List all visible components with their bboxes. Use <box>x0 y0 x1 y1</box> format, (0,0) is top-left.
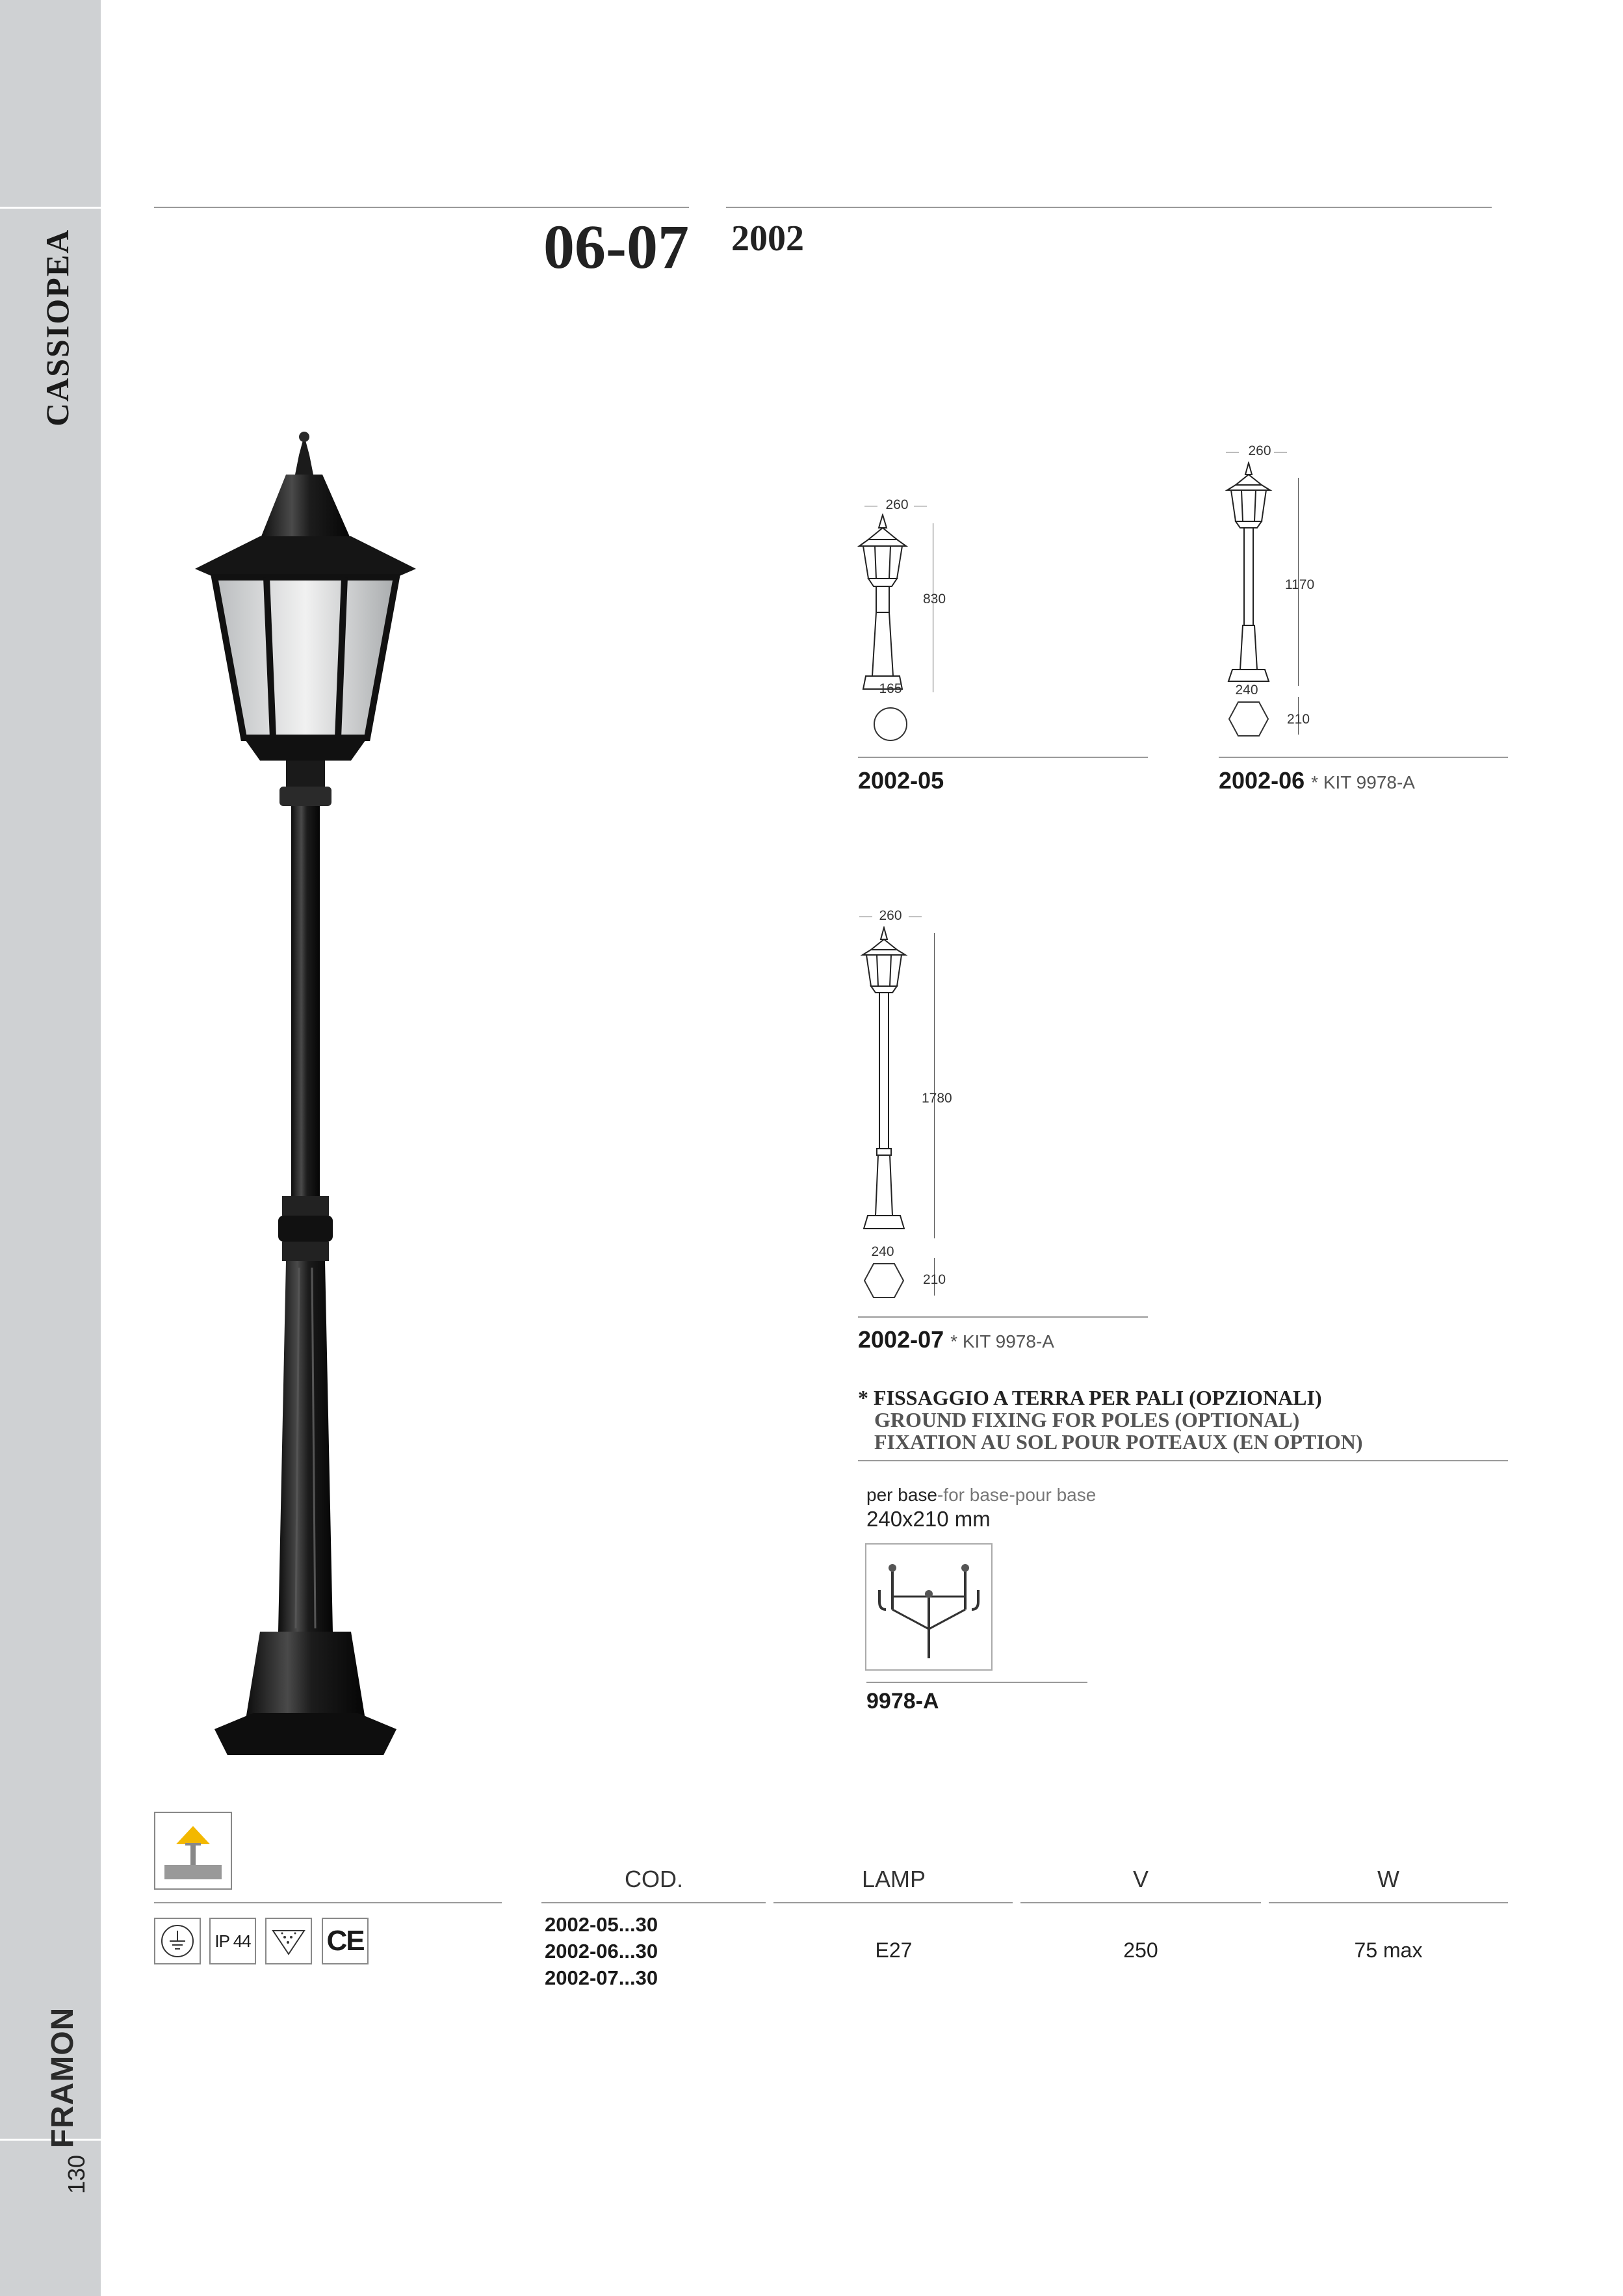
sidebar-divider-top <box>0 207 101 209</box>
kit-image-frame <box>865 1543 993 1671</box>
round-base-icon <box>874 707 907 741</box>
dim-width-top: 260 <box>879 908 902 923</box>
kit-9978a-drawing <box>866 1545 991 1669</box>
kit-rule <box>866 1682 1087 1683</box>
series-name: CASSIOPEA <box>39 228 75 426</box>
base-label <box>866 1485 1096 1506</box>
table-header-wattage: W <box>1377 1866 1399 1892</box>
lamp-2002-05-drawing <box>857 514 909 702</box>
table-header-rule <box>1269 1902 1508 1903</box>
base-size: 240x210 mm <box>866 1507 991 1531</box>
flammable-surface-icon <box>265 1918 312 1964</box>
variant-code-2002-07 <box>858 1326 1054 1353</box>
ground-mount-icon <box>154 1812 232 1890</box>
lamp-post-photo <box>188 429 422 1762</box>
table-header-rule <box>541 1902 766 1903</box>
page-number: 130 <box>63 2154 90 2195</box>
ip-rating-icon: IP 44 <box>209 1918 256 1964</box>
icons-rule <box>154 1902 502 1903</box>
variant-kit: * KIT 9978-A <box>950 1331 1054 1351</box>
table-header-code: COD. <box>625 1866 683 1892</box>
dim-width-top: 260 <box>1248 443 1271 458</box>
dim-base-width: 240 <box>871 1244 894 1259</box>
dim-height-line <box>934 933 935 1238</box>
family-code: 2002 <box>731 218 804 259</box>
variant-rule <box>858 757 1148 758</box>
variant-kit: * KIT 9978-A <box>1311 772 1415 792</box>
hex-base-icon <box>1228 701 1269 737</box>
variant-rule <box>1219 757 1508 758</box>
table-code-row: 2002-07...30 <box>545 1966 658 1989</box>
variant-rule <box>858 1316 1148 1318</box>
brand-logo: FRAMON <box>45 2007 80 2148</box>
dim-base-width: 240 <box>1235 683 1258 698</box>
table-cell-voltage: 250 <box>1123 1938 1158 1962</box>
lamp-2002-06-drawing <box>1219 462 1278 689</box>
table-header-voltage: V <box>1132 1866 1149 1892</box>
table-cell-wattage: 75 max <box>1354 1938 1423 1962</box>
variant-code-2002-05: 2002-05 <box>858 767 944 794</box>
dim-base-depth: 210 <box>923 1272 946 1287</box>
table-codes <box>545 1911 658 1991</box>
ground-fixing-en: GROUND FIXING FOR POLES (OPTIONAL) <box>874 1408 1300 1431</box>
table-code-row: 2002-05...30 <box>545 1913 658 1936</box>
table-header-rule <box>773 1902 1013 1903</box>
ground-fixing-rule <box>858 1460 1508 1461</box>
dim-height: 830 <box>923 592 946 607</box>
variant-code-text: 2002-06 <box>1219 767 1305 794</box>
dim-width-top: 260 <box>885 497 909 512</box>
model-range: 06-07 <box>543 212 689 281</box>
hex-base-icon <box>863 1262 905 1299</box>
table-cell-lamp: E27 <box>875 1938 913 1962</box>
kit-code: 9978-A <box>866 1689 939 1714</box>
base-label-rest: -for base-pour base <box>937 1485 1097 1505</box>
ce-mark-icon: CE <box>322 1918 369 1964</box>
variant-code-text: 2002-07 <box>858 1326 944 1353</box>
earth-ground-icon <box>154 1918 201 1964</box>
ground-fixing-it: * FISSAGGIO A TERRA PER PALI (OPZIONALI) <box>858 1386 1322 1409</box>
lamp-2002-07-drawing <box>855 926 913 1242</box>
dim-height: 1780 <box>922 1091 952 1106</box>
base-label-main: per base <box>866 1485 937 1505</box>
table-code-row: 2002-06...30 <box>545 1940 658 1963</box>
dim-base-depth: 210 <box>1287 712 1310 727</box>
dim-height: 1170 <box>1285 577 1315 592</box>
header-rule-right <box>726 207 1492 208</box>
table-header-lamp: LAMP <box>861 1866 926 1892</box>
dim-base: 165 <box>879 681 902 696</box>
variant-code-2002-06 <box>1219 767 1415 794</box>
table-header-rule <box>1020 1902 1261 1903</box>
ground-fixing-fr: FIXATION AU SOL POUR POTEAUX (EN OPTION) <box>874 1430 1363 1454</box>
